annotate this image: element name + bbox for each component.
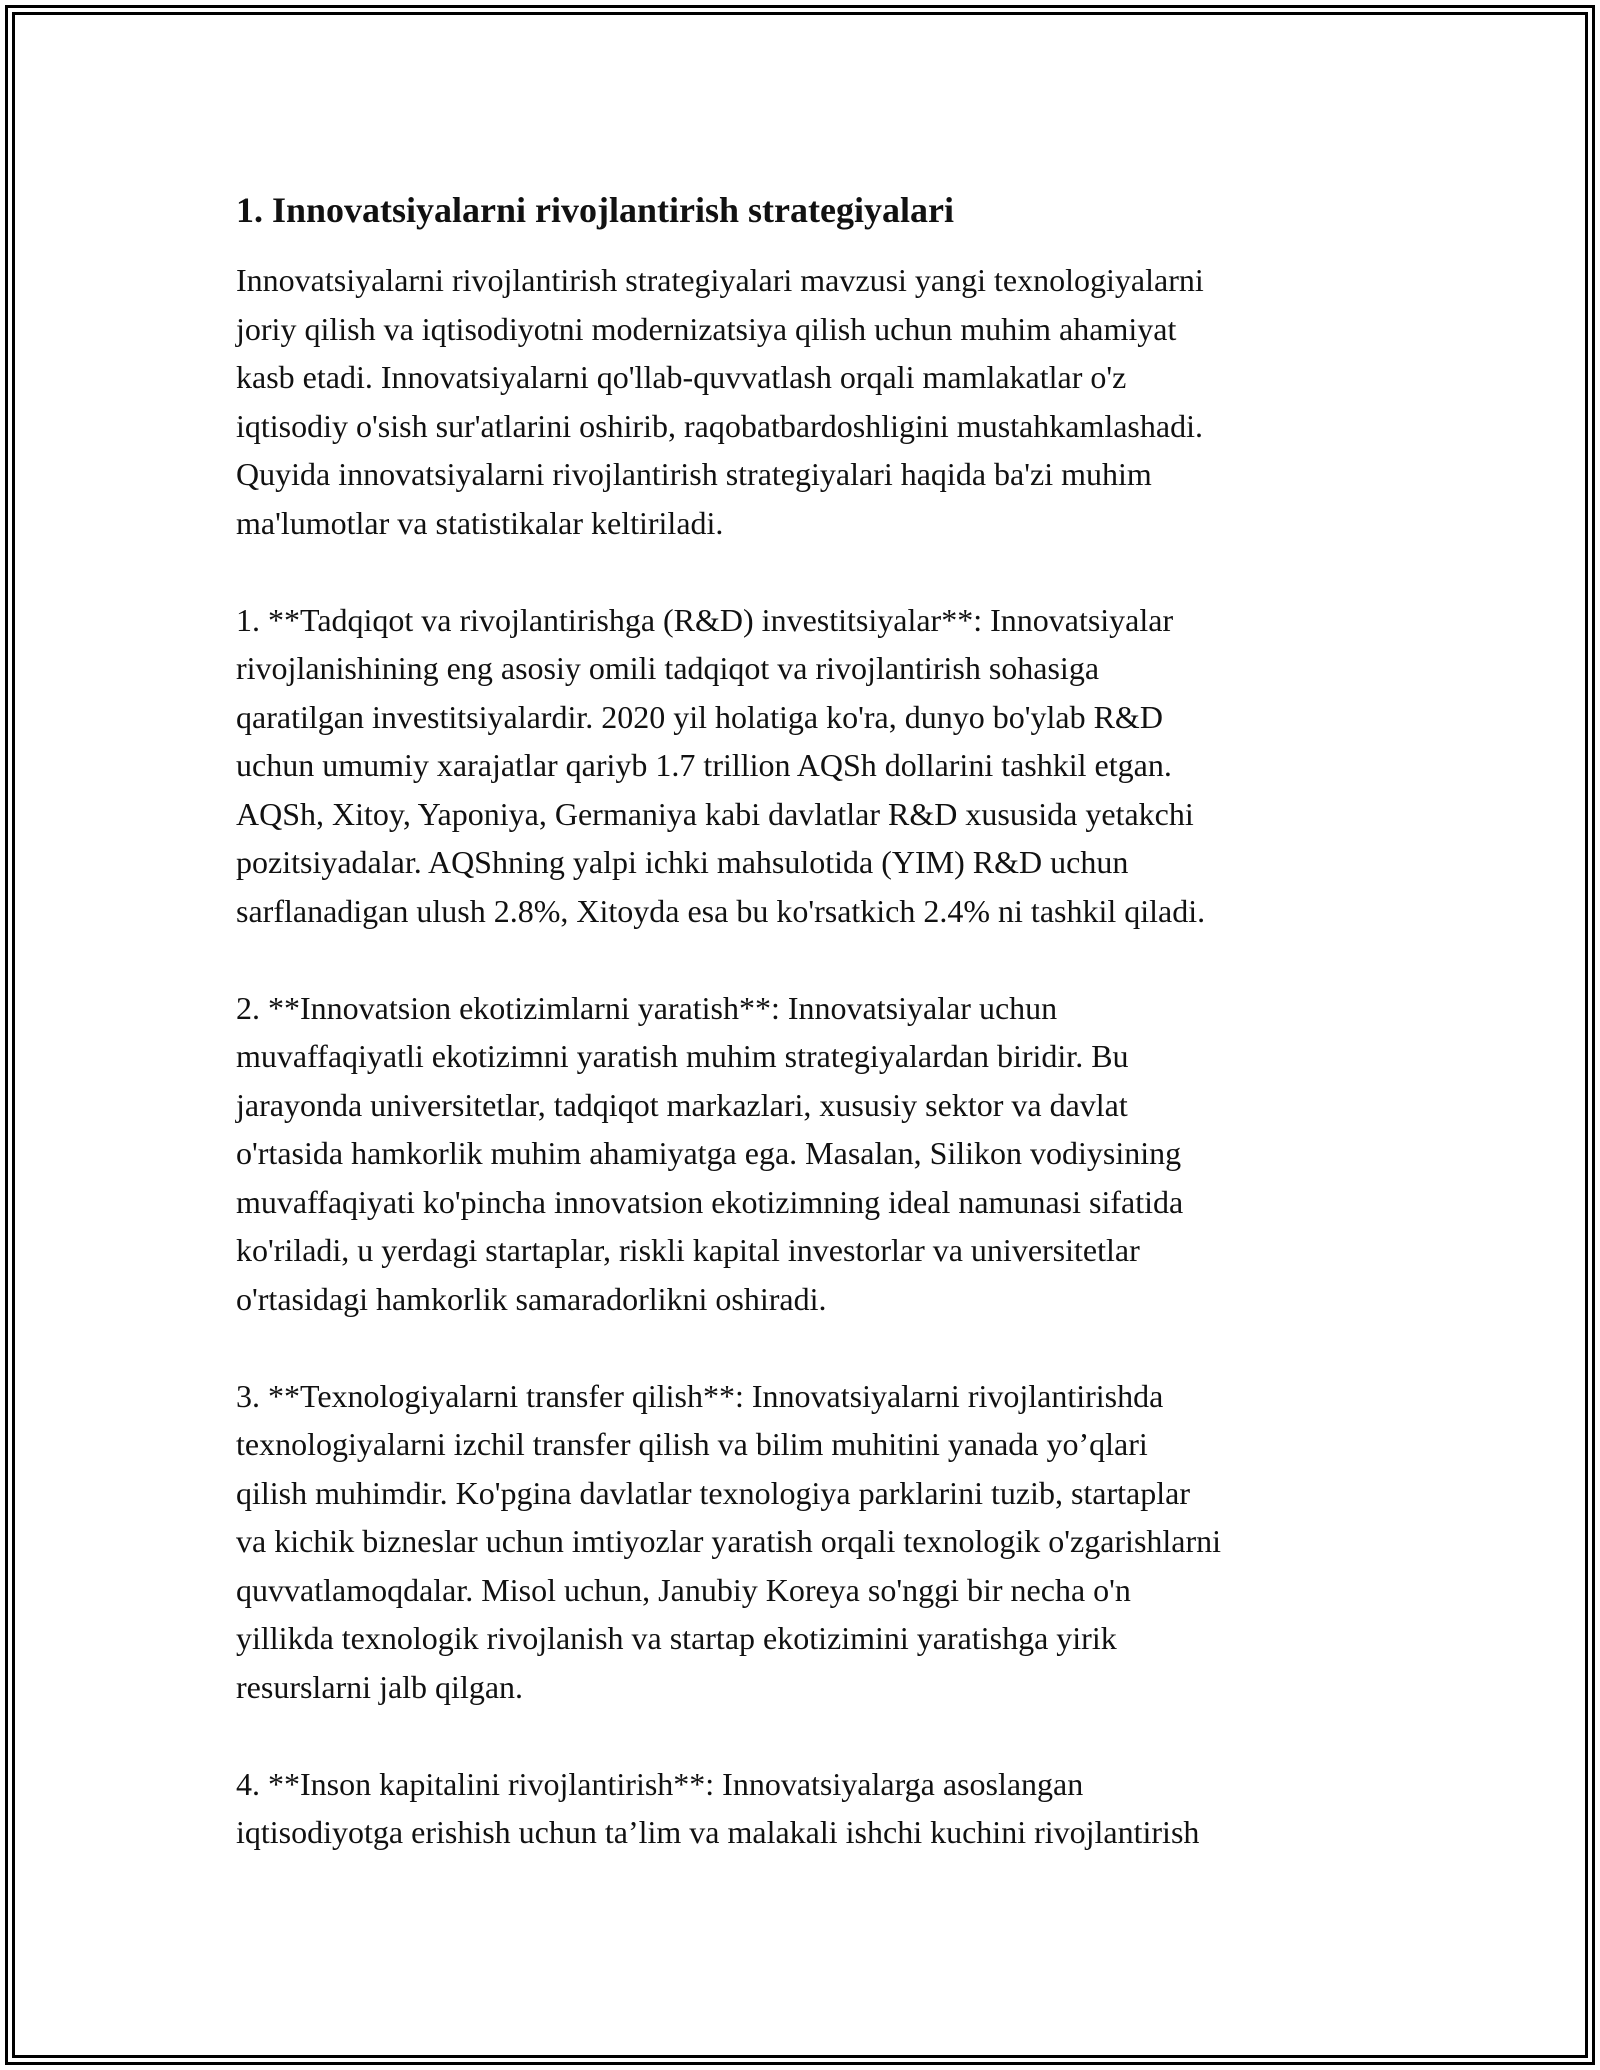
paragraph-line: texnologiyalarni izchil transfer qilish va bilim muhitini yanada yo’qlari xyxy=(236,1426,1148,1462)
paragraph-line: jarayonda universitetlar, tadqiqot markazlari, xususiy sektor va davlat xyxy=(236,1086,1128,1123)
document-title: 1. Innovatsiyalarni rivojlantirish strategiyalari xyxy=(236,190,954,230)
intro-paragraph xyxy=(236,256,1376,547)
paragraph-line: 3. **Texnologiyalarni transfer qilish**: Innovatsiyalarni rivojlantirishda xyxy=(236,1377,1164,1414)
paragraph-line: resurslarni jalb qilgan. xyxy=(236,1668,524,1705)
section-technology-transfer xyxy=(236,1372,1376,1712)
paragraph-line: rivojlanishining eng asosiy omili tadqiqot va rivojlantirish sohasiga xyxy=(236,650,1100,686)
paragraph-line: 2. **Innovatsion ekotizimlarni yaratish**: Innovatsiyalar uchun xyxy=(236,989,1058,1026)
paragraph-line: ko'riladi, u yerdagi startaplar, riskli kapital investorlar va universitetlar xyxy=(236,1232,1140,1268)
paragraph-line: ma'lumotlar va statistikalar keltiriladi. xyxy=(236,504,724,541)
paragraph-line: o'rtasida hamkorlik muhim ahamiyatga ega. Masalan, Silikon vodiysining xyxy=(236,1135,1182,1171)
paragraph-line: Quyida innovatsiyalarni rivojlantirish strategiyalari haqida ba'zi muhim xyxy=(236,456,1152,492)
paragraph-line: va kichik bizneslar uchun imtiyozlar yaratish orqali texnologik o'zgarishlarni xyxy=(236,1523,1222,1559)
document-body xyxy=(236,186,1376,1905)
paragraph-line: uchun umumiy xarajatlar qariyb 1.7 trillion AQSh dollarini tashkil etgan. xyxy=(236,747,1172,783)
paragraph-line: joriy qilish va iqtisodiyotni modernizatsiya qilish uchun muhim ahamiyat xyxy=(236,310,1177,347)
paragraph-line: 1. **Tadqiqot va rivojlantirishga (R&D) investitsiyalar**: Innovatsiyalar xyxy=(236,601,1174,638)
paragraph-line: kasb etadi. Innovatsiyalarni qo'llab-quvvatlash orqali mamlakatlar o'z xyxy=(236,359,1127,395)
paragraph-line: quvvatlamoqdalar. Misol uchun, Janubiy Koreya so'nggi bir necha o'n xyxy=(236,1571,1131,1608)
paragraph-line: sarflanadigan ulush 2.8%, Xitoyda esa bu ko'rsatkich 2.4% ni tashkil qiladi. xyxy=(236,892,1206,929)
section-rd-investments xyxy=(236,596,1376,936)
paragraph-line: iqtisodiy o'sish sur'atlarini oshirib, raqobatbardoshligini mustahkamlashadi. xyxy=(236,407,1203,444)
paragraph-line: o'rtasidagi hamkorlik samaradorlikni oshiradi. xyxy=(236,1280,827,1317)
paragraph-line: muvaffaqiyati ko'pincha innovatsion ekotizimning ideal namunasi sifatida xyxy=(236,1183,1184,1220)
section-human-capital xyxy=(236,1760,1376,1857)
section-innovation-ecosystems xyxy=(236,984,1376,1324)
paragraph-line: qaratilgan investitsiyalardir. 2020 yil holatiga ko'ra, dunyo bo'ylab R&D xyxy=(236,698,1163,735)
paragraph-line: qilish muhimdir. Ko'pgina davlatlar texnologiya parklarini tuzib, startaplar xyxy=(236,1474,1190,1511)
paragraph-line: AQSh, Xitoy, Yaponiya, Germaniya kabi davlatlar R&D xususida yetakchi xyxy=(236,795,1194,832)
paragraph-line: 4. **Inson kapitalini rivojlantirish**: Innovatsiyalarga asoslangan xyxy=(236,1765,1084,1802)
paragraph-line: Innovatsiyalarni rivojlantirish strategiyalari mavzusi yangi texnologiyalarni xyxy=(236,262,1204,298)
paragraph-line: iqtisodiyotga erishish uchun ta’lim va malakali ishchi kuchini rivojlantirish xyxy=(236,1814,1200,1850)
paragraph-line: yillikda texnologik rivojlanish va startap ekotizimini yaratishga yirik xyxy=(236,1620,1117,1656)
paragraph-line: muvaffaqiyatli ekotizimni yaratish muhim strategiyalardan biridir. Bu xyxy=(236,1038,1129,1074)
paragraph-line: pozitsiyadalar. AQShning yalpi ichki mahsulotida (YIM) R&D uchun xyxy=(236,844,1129,880)
